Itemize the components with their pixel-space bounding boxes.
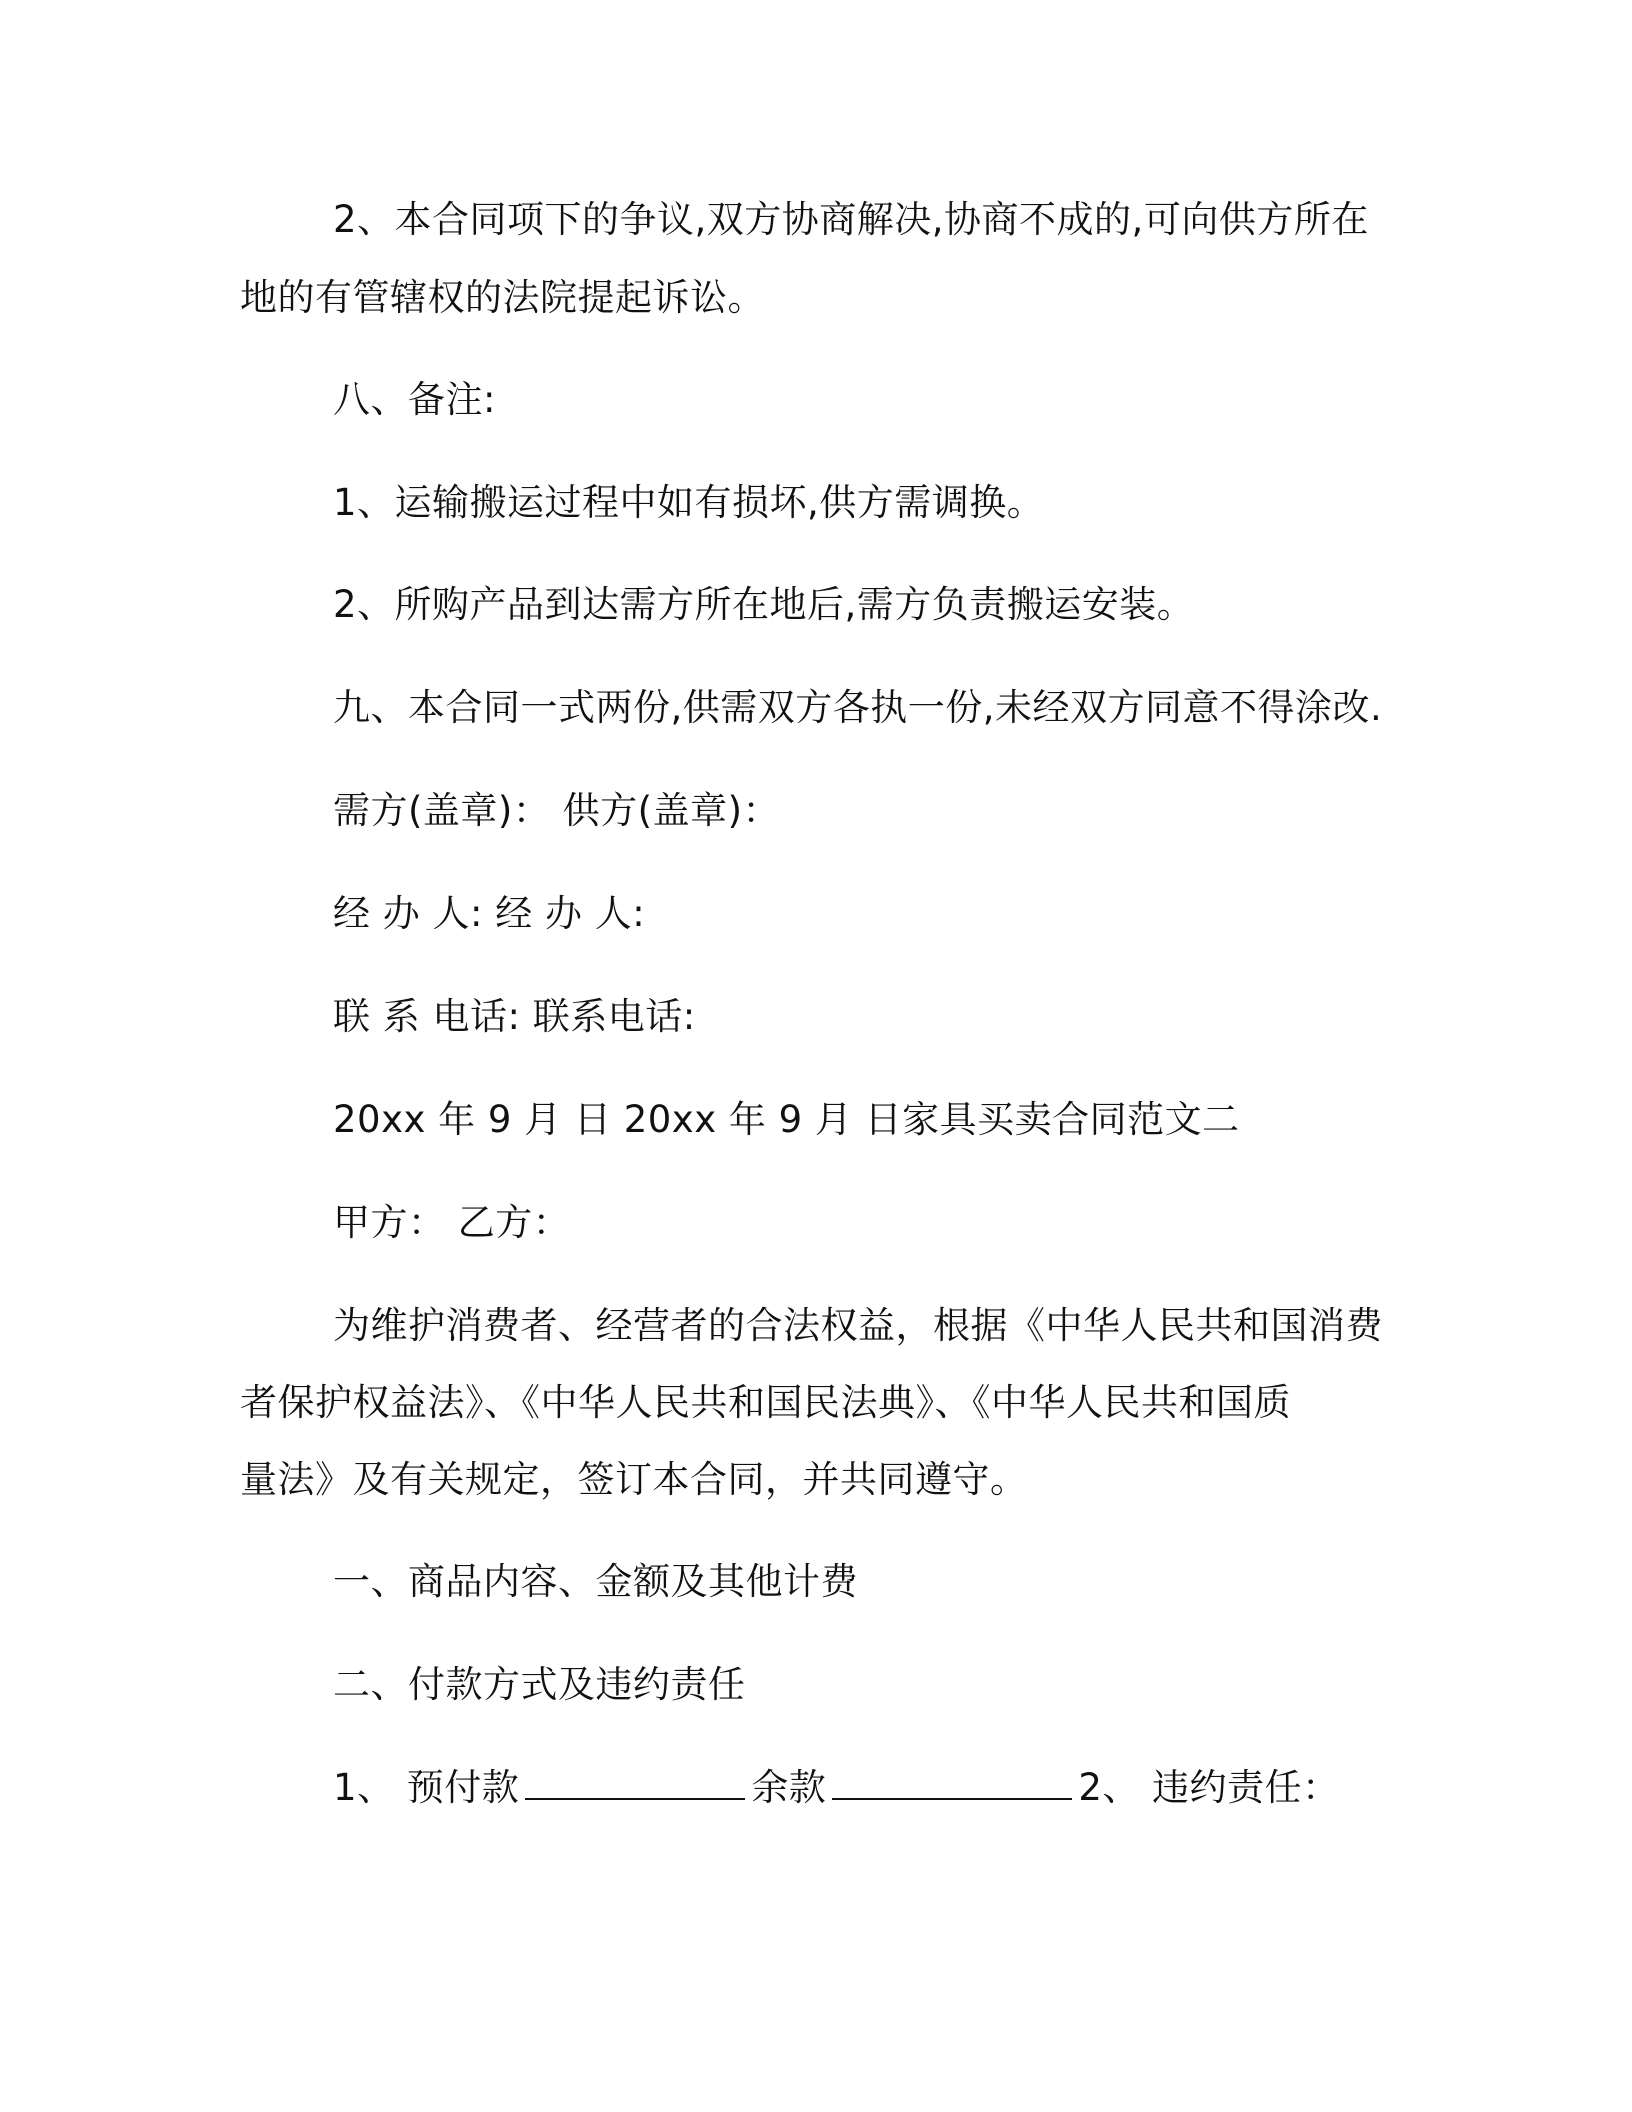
section-heading-payment: 二、付款方式及违约责任 [333, 1663, 746, 1706]
balance-blank[interactable] [832, 1764, 1072, 1800]
paragraph-preamble-line1: 为维护消费者、经营者的合法权益，根据《中华人民共和国消费 [333, 1304, 1383, 1347]
section-heading-remarks: 八、备注: [333, 378, 496, 421]
prepayment-blank[interactable] [525, 1764, 745, 1800]
signature-phone-line: 联 系 电话: 联系电话: [333, 995, 696, 1038]
paragraph-dispute-line2: 地的有管辖权的法院提起诉讼。 [240, 276, 765, 319]
paragraph-remark-1: 1、运输搬运过程中如有损坏,供方需调换。 [333, 481, 1045, 524]
paragraph-preamble-line3: 量法》及有关规定，签订本合同，并共同遵守。 [240, 1458, 1028, 1501]
balance-label: 余款 [751, 1766, 827, 1809]
signature-handler-line: 经 办 人: 经 办 人: [333, 892, 646, 935]
liability-label: 2、 违约责任： [1078, 1766, 1340, 1809]
paragraph-dispute-line1: 2、本合同项下的争议,双方协商解决,协商不成的,可向供方所在 [333, 198, 1369, 241]
signature-seal-line: 需方(盖章)： 供方(盖章)： [333, 789, 781, 832]
paragraph-copies: 九、本合同一式两份,供需双方各执一份,未经双方同意不得涂改. [333, 686, 1383, 729]
section-heading-goods: 一、商品内容、金额及其他计费 [333, 1560, 858, 1603]
prepayment-label: 1、 预付款 [333, 1766, 520, 1809]
parties-line: 甲方： 乙方： [333, 1201, 571, 1244]
paragraph-preamble-line2: 者保护权益法》、《中华人民共和国民法典》、《中华人民共和国质 [240, 1381, 1291, 1424]
payment-fill-line [333, 1764, 1340, 1812]
date-and-title-line: 20xx 年 9 月 日 20xx 年 9 月 日家具买卖合同范文二 [333, 1098, 1240, 1141]
paragraph-remark-2: 2、所购产品到达需方所在地后,需方负责搬运安装。 [333, 583, 1195, 626]
